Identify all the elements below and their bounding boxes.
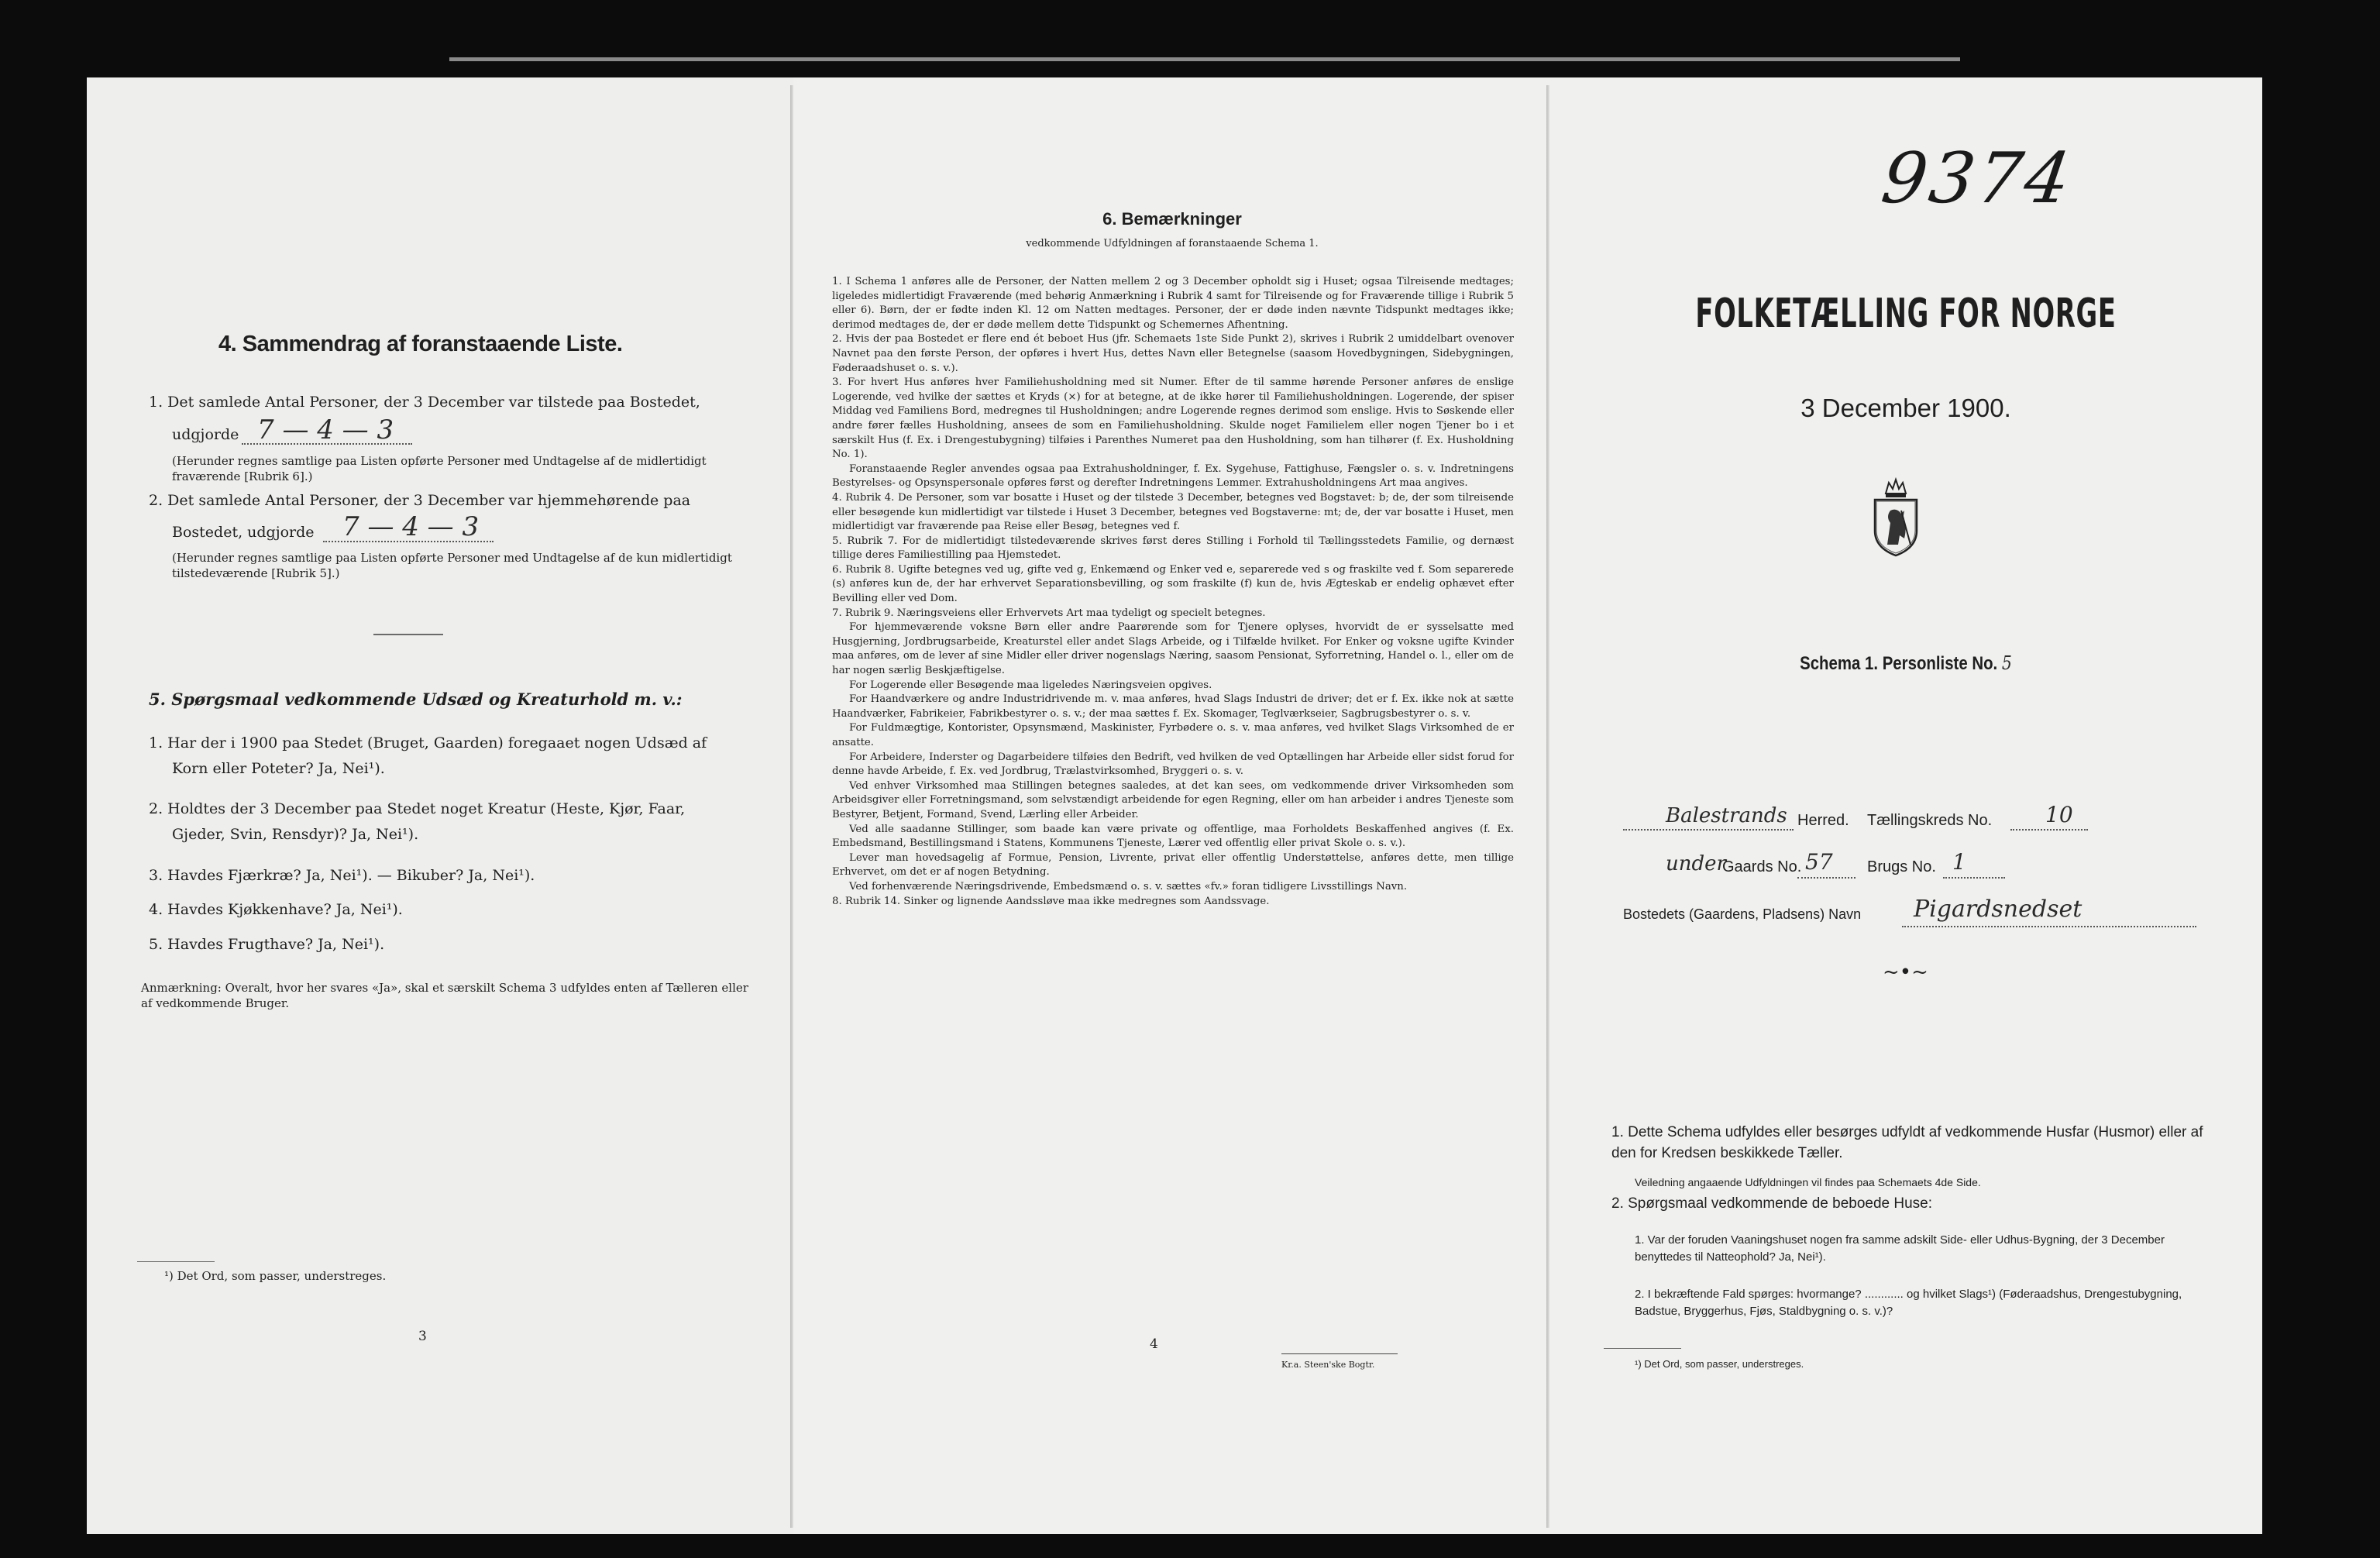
- item1-dots: [242, 443, 412, 445]
- under-value: under: [1666, 852, 1726, 875]
- schema-heading: [1603, 652, 2209, 675]
- item1-prefix: udgjorde: [172, 426, 239, 443]
- section4-title: 4. Sammendrag af foranstaaende Liste.: [218, 332, 623, 356]
- remark-paragraph: Ved enhver Virksomhed maa Stillingen betegnes saaledes, at det kan sees, om vedkommende driver Virksomheden som Arbeidsgiver eller Forretningsmand, som selvstændigt arbeidende for egen Regning, eller om han arbeider i andres Tjeneste som Bestyrer, Betjent, Formand, Svend, Lærling eller Arbeider.: [832, 779, 1514, 820]
- question-2: 2. Holdtes der 3 December paa Stedet noget Kreatur (Heste, Kjør, Faar,: [149, 800, 686, 817]
- page-number: 4: [1150, 1336, 1158, 1352]
- remark-paragraph: 7. Rubrik 9. Næringsveiens eller Erhvervets Art maa tydeligt og specielt betegnes.: [832, 607, 1266, 619]
- remark-paragraph: Foranstaaende Regler anvendes ogsaa paa Extrahusholdninger, f. Ex. Sygehuse, Fattighuse, Fængsler o. s. v. Indretningens Bestyrelses- og Opsynspersonale opføres først og derefter Indretningens Lemmer. Extrahusholdningens Art maa angives.: [832, 463, 1514, 490]
- item1-line: 1. Det samlede Antal Personer, der 3 December var tilstede paa Bostedet,: [149, 394, 700, 411]
- archive-number-stamp: 9374: [1876, 138, 2079, 219]
- remark-paragraph: For Fuldmægtige, Kontorister, Opsynsmænd, Maskinister, Fyrbødere o. s. v. maa anføres, ved hvilket Slags Virksomhed de er ansatte.: [832, 722, 1514, 748]
- remark-paragraph: Lever man hovedsagelig af Formue, Pension, Livrente, privat eller offentlig Understøttelse, anføres dette, men tillige Erhvervet, om det er af nogen Betydning.: [832, 851, 1514, 879]
- item2-value: 7 — 4 — 3: [342, 511, 480, 542]
- remark-paragraph: 4. Rubrik 4. De Personer, som var bosatte i Huset og der tilstede 3 December, betegnes ved Bogstavet: b; de, der som tilreisende eller besøgende kun midlertidigt var tilstede i Huset 3 December, betegnes ved Bogstaverne: mt; de, der var bosatte i Huset, men midlertidigt var fraværende paa Reise eller Besøg, betegnes ved f.: [832, 491, 1514, 533]
- gaards-dots: [1797, 877, 1856, 879]
- right-page: [1549, 77, 2262, 1534]
- coat-of-arms-icon: [1869, 476, 1923, 558]
- gaards-label: Gaards No.: [1722, 858, 1802, 875]
- question-1: 1. Har der i 1900 paa Stedet (Bruget, Gaarden) foregaaet nogen Udsæd af: [149, 734, 707, 751]
- form-title: FOLKETÆLLING FOR NORGE: [1695, 291, 2117, 337]
- ornament-divider: ~•~: [1883, 961, 1928, 984]
- remark-paragraph: Ved forhenværende Næringsdrivende, Embedsmænd o. s. v. sættes «fv.» foran tidligere Livsstillings Navn.: [849, 880, 1408, 892]
- brugs-label: Brugs No.: [1867, 858, 1936, 875]
- bosted-dots: [1902, 926, 2196, 927]
- item1-value: 7 — 4 — 3: [257, 414, 394, 445]
- schema-number: 5: [2001, 652, 2012, 674]
- remark-paragraph: 3. For hvert Hus anføres hver Familiehusholdning med sit Numer. Efter de til samme hørende Personer anføres de enslige Logerende, ved hvilke der sættes et Kryds (×) for at betegne, at de ikke hører til Familiehusholdningen. Logerende, der spiser Middag ved Familiens Bord, medregnes til Husholdningen; andre Logerende regnes derimod som enslige. Hvis to Søskende eller andre fører fælles Husholdning, ansees de som en Familiehusholdning. Skulde noget Familielem eller nogen Tjener bo i et særskilt Hus (f. Ex. i Drengestubygning) tilføies i Parenthes Numeret paa den Husholdning, som han tilhører (f. Ex. Husholdning No. 1).: [832, 377, 1514, 461]
- kreds-label: Tællingskreds No.: [1867, 812, 1993, 829]
- footnote-rule: [1604, 1348, 1681, 1349]
- question-1b: Korn eller Poteter? Ja, Nei¹).: [172, 760, 385, 777]
- census-date: 3 December 1900.: [1800, 394, 2011, 422]
- herred-value: Balestrands: [1666, 804, 1787, 827]
- herred-dots: [1623, 829, 1794, 831]
- left-page: [87, 77, 796, 1534]
- remark-paragraph: Ved alle saadanne Stillinger, som baade kan være private og offentlige, maa Forholdets Beskaffenhed angives (f. Ex. Embedsmand, Bestillingsmand i Statens, Kommunens Tjeneste, Lærer ved offentlig eller privat Skole o. s. v.).: [832, 823, 1514, 850]
- footnote-rule: [137, 1261, 215, 1262]
- remark-paragraph: 2. Hvis der paa Bostedet er flere end ét beboet Hus (jfr. Schemaets 1ste Side Punkt 2), skrives i Rubrik 2 umiddelbart ovenover Navnet paa den første Person, der opføres i hvert Hus, dettes Navn eller Betegnelse (saasom Hovedbygningen, Sidebygningen, Føderaadshuset o. s. v.).: [832, 333, 1514, 374]
- footnote: ¹) Det Ord, som passer, understreges.: [164, 1269, 387, 1283]
- remark-paragraph: For hjemmeværende voksne Børn eller andre Paarørende som for Tjenere oplyses, hvorvidt de er sysselsatte med Husgjerning, Jordbrugsarbeide, Kreaturstel eller andet Slags Arbeide, og i Tilfælde hvilket. For Enker og voksne ugifte Kvinder maa anføres, om de lever af sine Midler eller driver nogenslags Næring, saasom Pensionat, Syforretning, Handel o. l., eller om de har nogen særlig Beskjæftigelse.: [832, 621, 1514, 677]
- item2-dots: [323, 541, 494, 542]
- remark-paragraph: For Arbeidere, Inderster og Dagarbeidere tilføies den Bedrift, ved hvilken de ved Optællingen har Arbeide eller sidst forud for denne havde Arbeide, f. Ex. ved Jordbrug, Trælastvirksomhed, Bryggeri o. s. v.: [832, 751, 1514, 778]
- house-question-1: 1. Var der foruden Vaaningshuset nogen fra samme adskilt Side- eller Udhus-Bygning, der 3 December benyttedes til Natteophold? Ja, Nei¹).: [1635, 1233, 2165, 1264]
- question-5: 5. Havdes Frugthave? Ja, Nei¹).: [149, 936, 385, 953]
- herred-label: Herred.: [1797, 812, 1849, 829]
- remark: Anmærkning: Overalt, hvor her svares «Ja», skal et særskilt Schema 3 udfyldes enten af Tælleren eller af vedkommende Bruger.: [141, 981, 748, 1010]
- remarks-title: 6. Bemærkninger: [1102, 209, 1242, 229]
- question-2b: Gjeder, Svin, Rensdyr)? Ja, Nei¹).: [172, 826, 419, 843]
- printer-rule: [1281, 1353, 1398, 1354]
- kreds-dots: [2010, 829, 2088, 831]
- remarks-subtitle: vedkommende Udfyldningen af foranstaaende Schema 1.: [1026, 238, 1319, 249]
- schema-label: Schema 1. Personliste No.: [1800, 653, 1998, 674]
- footnote: ¹) Det Ord, som passer, understreges.: [1635, 1358, 1804, 1370]
- house-question-2: 2. I bekræftende Fald spørges: hvormange? ............ og hvilket Slags¹) (Føderaadshus, Drengestubygning, Badstue, Bryggerhus, Fjøs, Staldbygning o. s. v.)?: [1635, 1288, 2182, 1318]
- remark-paragraph: 8. Rubrik 14. Sinker og lignende Aandssløve maa ikke medregnes som Aandssvage.: [832, 895, 1270, 907]
- brugs-dots: [1943, 877, 2005, 879]
- instruction-1-note: Veiledning angaaende Udfyldningen vil findes paa Schemaets 4de Side.: [1635, 1176, 1981, 1188]
- middle-page: [793, 77, 1551, 1534]
- separator: [373, 634, 443, 635]
- instruction-1: 1. Dette Schema udfyldes eller besørges udfyldt af vedkommende Husfar (Husmor) eller af den for Kredsen beskikkede Tæller.: [1611, 1124, 2203, 1161]
- item2-prefix: Bostedet, udgjorde: [172, 524, 315, 541]
- remark-paragraph: 5. Rubrik 7. For de midlertidigt tilstedeværende skrives først deres Stilling i Forhold til Tællingsstedets Familie, og dernæst tillige deres Familiestilling paa Hjemstedet.: [832, 535, 1514, 562]
- bosted-label: Bostedets (Gaardens, Pladsens) Navn: [1623, 906, 1862, 922]
- gaards-value: 57: [1805, 849, 1833, 875]
- item2-note: (Herunder regnes samtlige paa Listen opførte Personer med Undtagelse af de kun midlertidigt tilstedeværende [Rubrik 5].): [172, 551, 732, 580]
- item1-note: (Herunder regnes samtlige paa Listen opførte Personer med Undtagelse af de midlertidigt fraværende [Rubrik 6].): [172, 454, 707, 483]
- remarks-body: [832, 275, 1514, 909]
- kreds-value: 10: [2045, 802, 2073, 827]
- instruction-2: 2. Spørgsmaal vedkommende de beboede Huse:: [1611, 1195, 1933, 1212]
- item2-line: 2. Det samlede Antal Personer, der 3 December var hjemmehørende paa: [149, 492, 691, 509]
- page-number: 3: [418, 1329, 427, 1344]
- question-4: 4. Havdes Kjøkkenhave? Ja, Nei¹).: [149, 901, 403, 918]
- remark-paragraph: For Haandværkere og andre Industridrivende m. v. maa anføres, hvad Slags Industri de driver; det er f. Ex. ikke nok at sætte Haandværker, Fabrikeier, Fabrikbestyrer o. s. v.; der maa sættes f. Ex. Skomager, Teglværkseier, Sagbrugsbestyrer o. s. v.: [832, 693, 1514, 720]
- remark-paragraph: 1. I Schema 1 anføres alle de Personer, der Natten mellem 2 og 3 December opholdt sig i Huset; ogsaa Tilreisende medtages; ligeledes midlertidigt Fraværende (med behørig Anmærkning i Rubrik 4 samt for Tilreisende og for Fraværende tillige i Rubrik 5 eller 6). Børn, der er fødte inden Kl. 12 om Natten medtages. Personer, der er døde inden nævnte Tidspunkt medtages ikke; derimod medtages de, der er døde mellem dette Tidspunkt og Schemernes Afhentning.: [832, 276, 1514, 331]
- printer-credit: Kr.a. Steen'ske Bogtr.: [1281, 1360, 1375, 1370]
- question-3: 3. Havdes Fjærkræ? Ja, Nei¹). — Bikuber? Ja, Nei¹).: [149, 867, 535, 884]
- brugs-value: 1: [1952, 849, 1966, 875]
- section5-title: 5. Spørgsmaal vedkommende Udsæd og Kreaturhold m. v.:: [149, 690, 683, 709]
- remark-paragraph: 6. Rubrik 8. Ugifte betegnes ved ug, gifte ved g, Enkemænd og Enker ved e, separerede ved s og fraskilte ved f. Som separerede (s) anføres kun de, der har erhvervet Separationsbevilling, og som fraskilte (f) kun de, hvis Ægteskab er endelig ophævet efter Bevilling eller ved Dom.: [832, 563, 1514, 605]
- bosted-value: Pigardsnedset: [1914, 896, 2082, 923]
- top-edge-line: [449, 57, 1960, 61]
- remark-paragraph: For Logerende eller Besøgende maa ligeledes Næringsveien opgives.: [849, 679, 1212, 691]
